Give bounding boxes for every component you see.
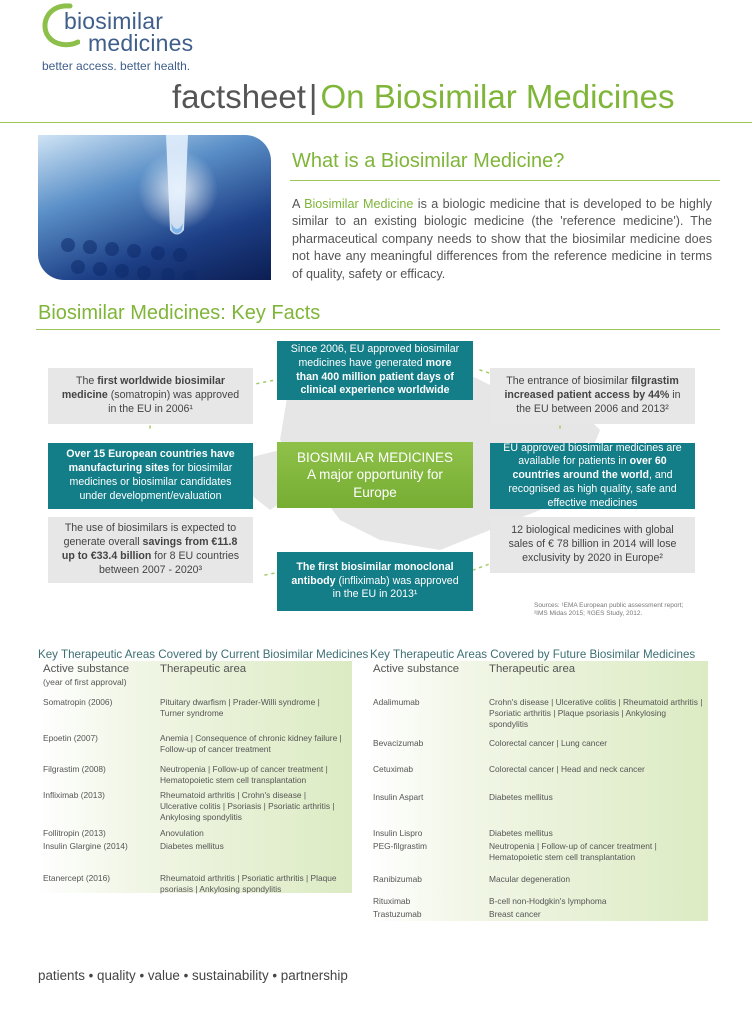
row-therapeutic-area: Crohn's disease | Ulcerative colitis | Rheumatoid arthritis | Psoriatic arthritis | Plaque psoriasis | Ankylosing spondylitis bbox=[489, 697, 703, 729]
row-therapeutic-area: Colorectal cancer | Head and neck cancer bbox=[489, 764, 645, 774]
fact-emphasis: more than 400 million patient days of clinical experience worldwide bbox=[296, 356, 454, 397]
row-therapeutic-area: Anovulation bbox=[160, 828, 204, 838]
current-col-substance-subheader: (year of first approval) bbox=[43, 677, 127, 687]
title-main: On Biosimilar Medicines bbox=[320, 78, 675, 115]
fact-text: The bbox=[76, 375, 98, 388]
current-table-title: Key Therapeutic Areas Covered by Current Biosimilar Medicines bbox=[38, 648, 369, 661]
intro-text-after: is a biologic medicine that is developed to be highly similar to an existing biologic medicine (the 'reference medicine'). The pharmaceutical company needs to show that the biosimilar medicine does not have any meaningful differences from the reference medicine in terms of quality, safety or efficacy. bbox=[292, 197, 712, 281]
fact-text: for 8 EU countries between 2007 - 2020³ bbox=[98, 550, 240, 576]
intro-highlight: Biosimilar Medicine bbox=[304, 197, 414, 211]
current-col-substance-header: Active substance bbox=[43, 663, 130, 675]
key-facts-heading: Biosimilar Medicines: Key Facts bbox=[38, 302, 321, 324]
fact-emphasis: filgrastim increased patient access by 44% bbox=[504, 375, 679, 402]
row-substance: Adalimumab bbox=[373, 697, 420, 707]
row-therapeutic-area: Neutropenia | Follow-up of cancer treatment | Hematopoietic stem cell transplantation bbox=[160, 764, 328, 785]
title-separator: | bbox=[308, 78, 318, 115]
fact-emphasis: Over 15 European countries have manufacturing sites bbox=[66, 448, 235, 475]
intro-heading-rule bbox=[290, 180, 720, 181]
row-therapeutic-area: Rheumatoid arthritis | Crohn's disease | Ulcerative colitis | Psoriasis | Psoriatic arthritis | Ankylosing spondylitis bbox=[160, 790, 335, 822]
fact-emphasis: over 60 countries around the world bbox=[512, 455, 667, 482]
lab-photo-illustration bbox=[38, 135, 271, 280]
key-facts-heading-rule bbox=[36, 329, 720, 330]
row-substance: Etanercept (2016) bbox=[43, 873, 111, 883]
fact-box-savings bbox=[48, 517, 253, 583]
row-substance: Filgrastim (2008) bbox=[43, 764, 106, 774]
fact-box-manufacturing-sites bbox=[48, 443, 253, 509]
logo-text-medicines: medicines bbox=[88, 30, 194, 56]
fact-box-filgrastim-access bbox=[490, 368, 695, 424]
fact-emphasis: The first biosimilar monoclonal antibody bbox=[291, 560, 454, 587]
fact-text: in the EU between 2006 and 2013² bbox=[516, 389, 681, 415]
row-substance: Bevacizumab bbox=[373, 738, 424, 748]
future-col-area-header: Therapeutic area bbox=[489, 663, 576, 675]
title-prefix: factsheet bbox=[172, 78, 306, 115]
logo-text-biosimilar: biosimilar bbox=[64, 8, 164, 34]
row-substance: Infliximab (2013) bbox=[43, 790, 105, 800]
row-substance: Insulin Lispro bbox=[373, 828, 423, 838]
fact-text: for biosimilar medicines or biosimilar candidates under development/evaluation bbox=[69, 462, 233, 502]
row-substance: Insulin Aspart bbox=[373, 792, 424, 802]
fact-emphasis: savings from €11.8 up to €33.4 billion bbox=[61, 536, 238, 562]
intro-paragraph bbox=[292, 196, 712, 283]
fact-box-lose-exclusivity bbox=[490, 517, 695, 573]
row-therapeutic-area: Breast cancer bbox=[489, 909, 541, 919]
center-box-subtitle: A major opportunity for Europe bbox=[307, 467, 443, 500]
current-col-area-header: Therapeutic area bbox=[160, 663, 247, 675]
fact-emphasis: first worldwide biosimilar medicine bbox=[61, 375, 225, 402]
fact-text: Since 2006, EU approved biosimilar medicines have generated bbox=[290, 342, 460, 369]
row-substance: Ranibizumab bbox=[373, 874, 422, 884]
fact-box-first-biosimilar bbox=[48, 368, 253, 424]
fact-box-clinical-experience bbox=[277, 341, 473, 400]
row-therapeutic-area: Neutropenia | Follow-up of cancer treatment | Hematopoietic stem cell transplantation bbox=[489, 841, 657, 862]
center-box-title: BIOSIMILAR MEDICINES bbox=[296, 449, 454, 465]
tagline: better access. better health. bbox=[42, 59, 191, 73]
title-divider bbox=[0, 122, 752, 123]
fact-box-first-monoclonal bbox=[277, 552, 473, 611]
future-table-title: Key Therapeutic Areas Covered by Future Biosimilar Medicines bbox=[370, 648, 696, 661]
row-substance: Trastuzumab bbox=[373, 909, 422, 919]
row-therapeutic-area: Macular degeneration bbox=[489, 874, 571, 884]
future-col-substance-header: Active substance bbox=[373, 663, 460, 675]
row-therapeutic-area: Rheumatoid arthritis | Psoriatic arthritis | Plaque psoriasis | Ankylosing spondylitis bbox=[160, 873, 337, 894]
row-therapeutic-area: Diabetes mellitus bbox=[160, 841, 224, 851]
intro-text-before: A bbox=[292, 197, 305, 211]
row-substance: PEG-filgrastim bbox=[373, 841, 427, 851]
row-substance: Follitropin (2013) bbox=[43, 828, 106, 838]
fact-text: The entrance of biosimilar bbox=[506, 375, 632, 388]
intro-heading: What is a Biosimilar Medicine? bbox=[292, 150, 565, 172]
row-substance: Epoetin (2007) bbox=[43, 733, 98, 743]
row-therapeutic-area: Diabetes mellitus bbox=[489, 792, 553, 802]
row-therapeutic-area: Pituitary dwarfism | Prader-Willi syndrome | Turner syndrome bbox=[160, 697, 320, 718]
row-substance: Somatropin (2006) bbox=[43, 697, 113, 707]
fact-text: EU approved biosimilar medicines are available for patients in bbox=[503, 441, 682, 468]
row-therapeutic-area: B-cell non-Hodgkin's lymphoma bbox=[489, 896, 607, 906]
footer-values: patients • quality • value • sustainability • partnership bbox=[38, 968, 348, 983]
row-therapeutic-area: Anemia | Consequence of chronic kidney failure | Follow-up of cancer treatment bbox=[160, 733, 342, 754]
row-substance: Rituximab bbox=[373, 896, 411, 906]
fact-box-global-availability bbox=[490, 443, 695, 509]
fact-text: (somatropin) was approved in the EU in 2006¹ bbox=[107, 389, 240, 415]
sources-note: Sources: ¹EMA European public assessment report; ²IMS Midas 2015; ³IGES Study, 2012. bbox=[534, 602, 684, 618]
fact-text: 12 biological medicines with global sales of € 78 billion in 2014 will lose exclusivity by 2020 in Europe² bbox=[508, 524, 677, 564]
lab-pipette-photo bbox=[38, 135, 271, 280]
fact-text: , and recognised as high quality, safe and effective medicines bbox=[508, 469, 677, 509]
row-therapeutic-area: Colorectal cancer | Lung cancer bbox=[489, 738, 608, 748]
page-title bbox=[172, 78, 674, 116]
row-substance: Cetuximab bbox=[373, 764, 414, 774]
fact-text: The use of biosimilars is expected to generate overall bbox=[63, 522, 237, 549]
row-substance: Insulin Glargine (2014) bbox=[43, 841, 128, 851]
fact-text: (infliximab) was approved in the EU in 2013¹ bbox=[332, 574, 459, 601]
center-box-major-opportunity bbox=[277, 442, 473, 508]
row-therapeutic-area: Diabetes mellitus bbox=[489, 828, 553, 838]
